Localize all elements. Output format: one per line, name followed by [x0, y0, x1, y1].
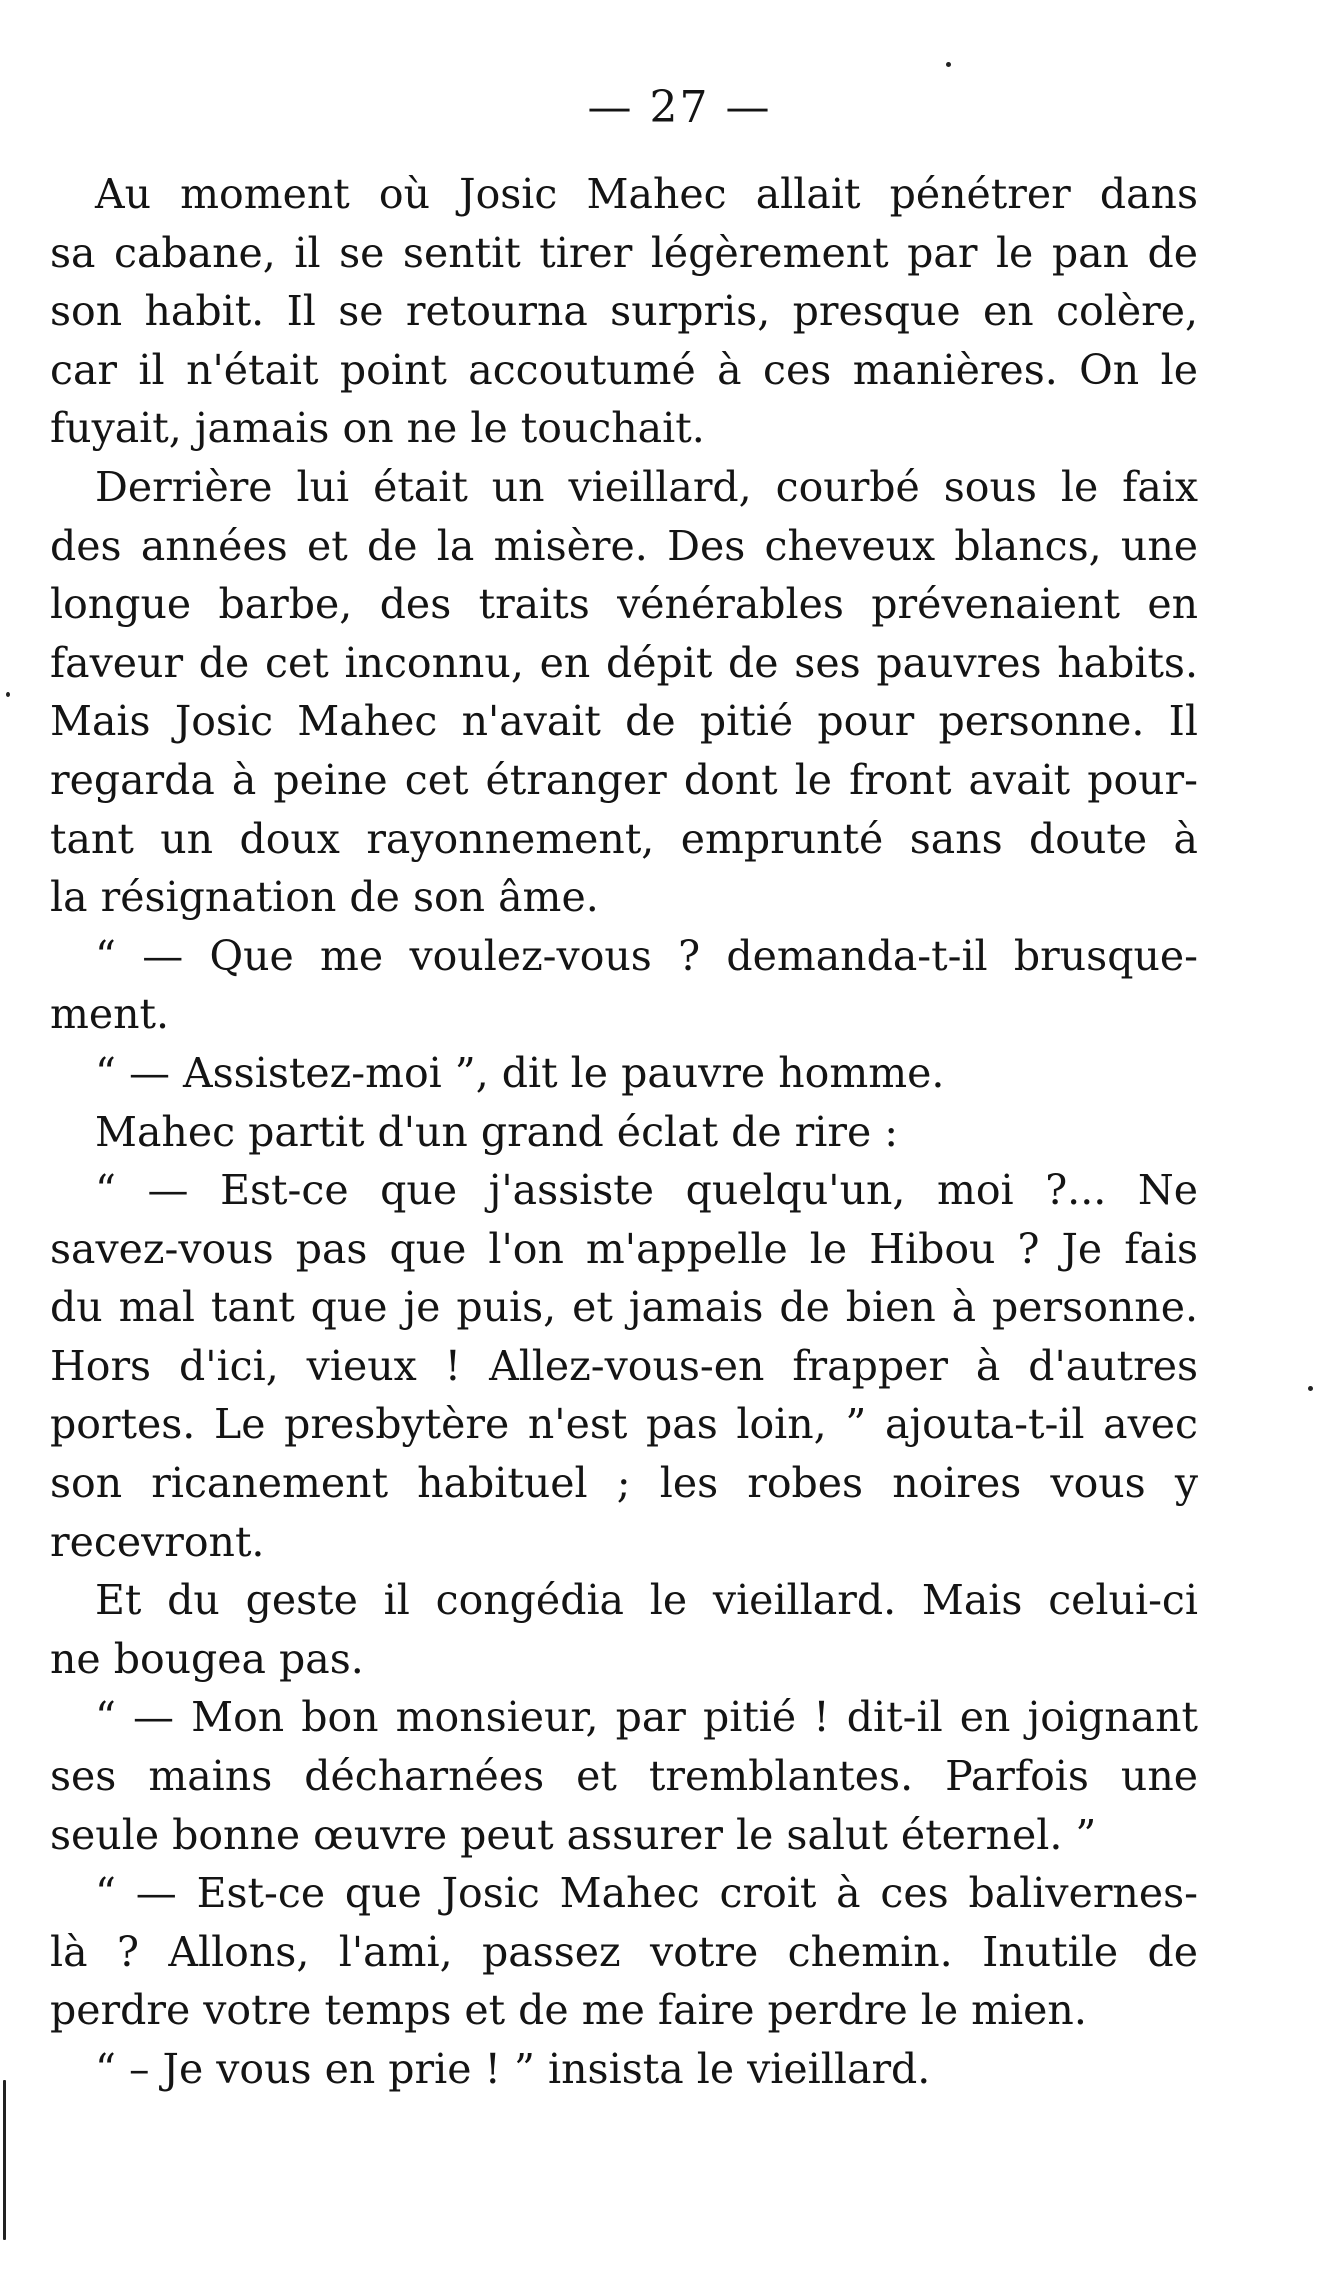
text-line: “ — Assistez-moi ”, dit le pauvre homme.: [95, 1048, 945, 1097]
text-line: ses mains décharnées et tremblantes. Parfois une: [50, 1752, 1198, 1801]
text-line: “ — Mon bon monsieur, par pitié ! dit-il en joignant: [95, 1693, 1198, 1742]
body-text: [50, 165, 1198, 2099]
scan-speck: [946, 62, 951, 67]
text-line: tant un doux rayonnement, emprunté sans doute à: [50, 814, 1198, 863]
page-number: — 27 —: [587, 82, 772, 133]
text-line: seule bonne œuvre peut assurer le salut éternel. ”: [50, 1810, 1097, 1859]
text-line: là ? Allons, l'ami, passez votre chemin. Inutile de: [50, 1927, 1198, 1976]
text-line: “ — Est-ce que j'assiste quelqu'un, moi ?... Ne: [95, 1166, 1198, 1215]
text-line: faveur de cet inconnu, en dépit de ses pauvres habits.: [50, 638, 1198, 687]
text-line: longue barbe, des traits vénérables prévenaient en: [50, 580, 1198, 629]
text-line: fuyait, jamais on ne le touchait.: [50, 404, 705, 453]
text-line: son habit. Il se retourna surpris, presque en colère,: [50, 287, 1198, 336]
text-line: regarda à peine cet étranger dont le front avait pour-: [50, 755, 1198, 804]
text-line: Derrière lui était un vieillard, courbé sous le faix: [95, 462, 1198, 511]
scan-speck: [1308, 1386, 1313, 1391]
text-line: la résignation de son âme.: [50, 873, 599, 922]
text-line: son ricanement habituel ; les robes noires vous y: [50, 1459, 1198, 1508]
text-line: ne bougea pas.: [50, 1634, 364, 1683]
text-line: ment.: [50, 990, 170, 1039]
text-line: “ — Est-ce que Josic Mahec croit à ces balivernes-: [95, 1869, 1198, 1918]
text-line: sa cabane, il se sentit tirer légèrement par le pan de: [50, 228, 1198, 277]
text-line: car il n'était point accoutumé à ces manières. On le: [50, 345, 1198, 394]
text-line: perdre votre temps et de me faire perdre le mien.: [50, 1986, 1087, 2035]
text-line: Et du geste il congédia le vieillard. Mais celui-ci: [95, 1576, 1198, 1625]
text-line: portes. Le presbytère n'est pas loin, ” ajouta-t-il avec: [50, 1400, 1198, 1449]
scan-speck: [6, 692, 10, 697]
text-line: des années et de la misère. Des cheveux blancs, une: [50, 521, 1198, 570]
text-line: recevront.: [50, 1517, 265, 1566]
text-line: savez-vous pas que l'on m'appelle le Hibou ? Je fais: [50, 1224, 1198, 1273]
text-line: Hors d'ici, vieux ! Allez-vous-en frapper à d'autres: [50, 1341, 1198, 1390]
text-line: du mal tant que je puis, et jamais de bien à personne.: [50, 1283, 1198, 1332]
text-line: “ – Je vous en prie ! ” insista le vieillard.: [95, 2045, 931, 2093]
text-line: Au moment où Josic Mahec allait pénétrer dans: [95, 170, 1198, 218]
text-line: Mahec partit d'un grand éclat de rire :: [95, 1107, 899, 1156]
text-line: “ — Que me voulez-vous ? demanda-t-il brusque-: [95, 931, 1198, 980]
scan-speck: [3, 2080, 6, 2240]
text-line: Mais Josic Mahec n'avait de pitié pour personne. Il: [50, 697, 1198, 746]
